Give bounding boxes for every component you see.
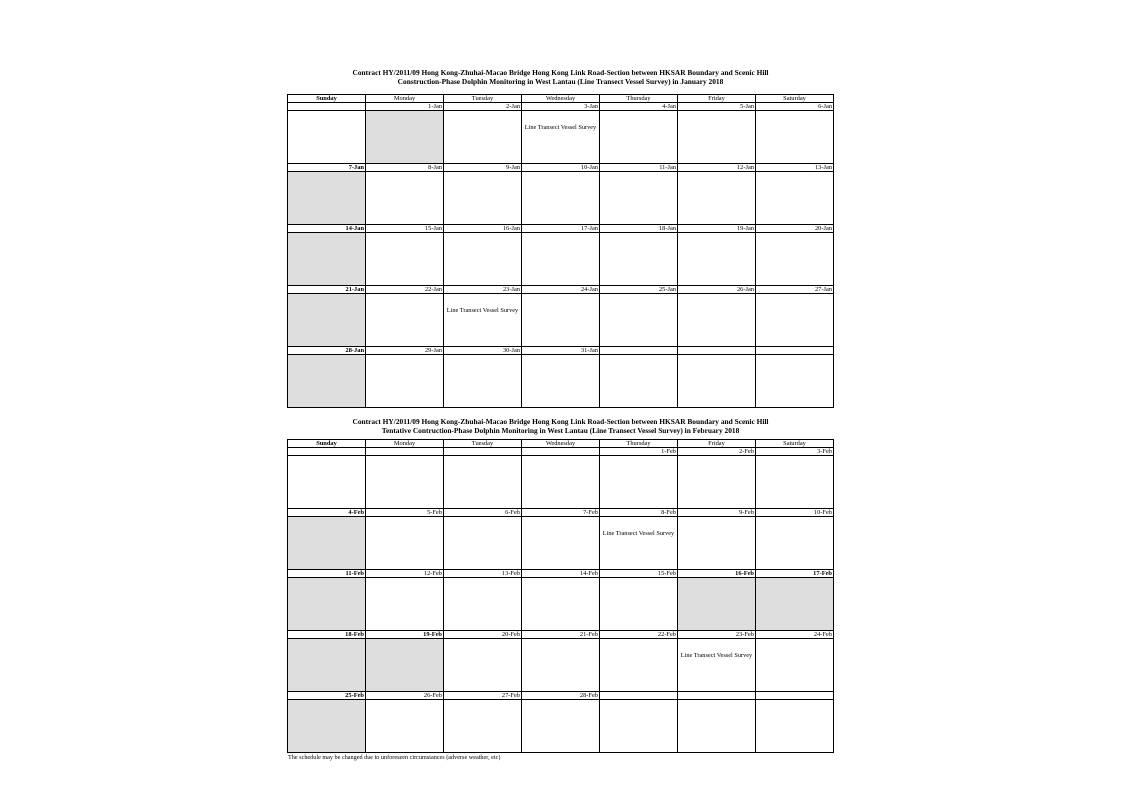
day-cell	[444, 517, 522, 570]
day-cell	[444, 639, 522, 692]
date-cell	[756, 347, 834, 355]
weekday-saturday: Saturday	[756, 440, 834, 448]
date-cell	[678, 692, 756, 700]
date-cell: 8-Feb	[600, 509, 678, 517]
date-cell	[600, 692, 678, 700]
event-row	[288, 578, 834, 631]
day-cell	[366, 700, 444, 753]
date-row	[288, 509, 834, 517]
event-row	[288, 111, 834, 164]
day-cell	[288, 111, 366, 164]
date-cell: 13-Feb	[444, 570, 522, 578]
day-cell	[522, 578, 600, 631]
day-cell	[756, 456, 834, 509]
event-row	[288, 355, 834, 408]
date-cell: 25-Jan	[600, 286, 678, 294]
date-row	[288, 225, 834, 233]
day-cell	[444, 578, 522, 631]
weekday-wednesday: Wednesday	[522, 95, 600, 103]
date-row	[288, 286, 834, 294]
date-cell: 4-Feb	[288, 509, 366, 517]
date-cell: 19-Jan	[678, 225, 756, 233]
day-cell	[366, 578, 444, 631]
holiday-cell	[288, 172, 366, 225]
day-cell	[366, 456, 444, 509]
day-cell	[756, 355, 834, 408]
date-row	[288, 631, 834, 639]
day-cell	[600, 294, 678, 347]
weekday-wednesday: Wednesday	[522, 440, 600, 448]
date-cell: 17-Feb	[756, 570, 834, 578]
date-cell: 21-Feb	[522, 631, 600, 639]
date-cell: 14-Feb	[522, 570, 600, 578]
day-cell	[366, 294, 444, 347]
weekday-friday: Friday	[678, 440, 756, 448]
date-cell: 24-Feb	[756, 631, 834, 639]
date-cell: 10-Feb	[756, 509, 834, 517]
date-cell: 7-Jan	[288, 164, 366, 172]
date-cell	[288, 448, 366, 456]
date-cell: 6-Jan	[756, 103, 834, 111]
date-cell: 27-Jan	[756, 286, 834, 294]
date-cell: 2-Jan	[444, 103, 522, 111]
date-cell	[288, 103, 366, 111]
day-cell	[444, 456, 522, 509]
date-cell: 30-Jan	[444, 347, 522, 355]
day-cell	[678, 172, 756, 225]
date-cell: 15-Jan	[366, 225, 444, 233]
day-cell	[444, 233, 522, 286]
date-cell: 19-Feb	[366, 631, 444, 639]
date-cell: 29-Jan	[366, 347, 444, 355]
weekday-header-row	[288, 440, 834, 448]
event-row	[288, 517, 834, 570]
day-cell	[600, 578, 678, 631]
event-row	[288, 294, 834, 347]
date-cell: 26-Jan	[678, 286, 756, 294]
event-row	[288, 172, 834, 225]
day-cell	[522, 639, 600, 692]
weekday-saturday: Saturday	[756, 95, 834, 103]
holiday-cell	[288, 355, 366, 408]
date-cell	[522, 448, 600, 456]
day-cell	[600, 517, 678, 570]
event-row	[288, 456, 834, 509]
day-cell	[756, 111, 834, 164]
february-title-line1: Contract HY/2011/09 Hong Kong-Zhuhai-Macao Bridge Hong Kong Link Road-Section between HKSAR Boundary and Scenic Hill	[352, 417, 769, 426]
date-cell: 28-Jan	[288, 347, 366, 355]
date-row	[288, 164, 834, 172]
date-cell	[444, 448, 522, 456]
date-cell: 16-Feb	[678, 570, 756, 578]
date-cell: 5-Feb	[366, 509, 444, 517]
holiday-cell	[678, 578, 756, 631]
date-cell: 22-Feb	[600, 631, 678, 639]
day-cell	[366, 355, 444, 408]
date-cell: 20-Jan	[756, 225, 834, 233]
date-cell	[756, 692, 834, 700]
date-cell: 1-Feb	[600, 448, 678, 456]
day-cell	[366, 172, 444, 225]
date-cell: 23-Feb	[678, 631, 756, 639]
date-cell: 20-Feb	[444, 631, 522, 639]
day-cell	[756, 700, 834, 753]
day-cell	[522, 233, 600, 286]
day-cell	[522, 355, 600, 408]
day-cell	[522, 111, 600, 164]
holiday-cell	[288, 700, 366, 753]
day-cell	[678, 700, 756, 753]
event-row	[288, 639, 834, 692]
survey-event: Line Transect Vessel Survey	[524, 124, 597, 131]
day-cell	[288, 456, 366, 509]
date-cell: 31-Jan	[522, 347, 600, 355]
date-cell: 11-Jan	[600, 164, 678, 172]
day-cell	[444, 294, 522, 347]
date-cell: 10-Jan	[522, 164, 600, 172]
date-cell: 7-Feb	[522, 509, 600, 517]
february-calendar	[287, 439, 834, 753]
day-cell	[444, 355, 522, 408]
event-row	[288, 700, 834, 753]
date-cell: 4-Jan	[600, 103, 678, 111]
date-cell: 27-Feb	[444, 692, 522, 700]
survey-event: Line Transect Vessel Survey	[446, 307, 519, 314]
day-cell	[756, 294, 834, 347]
february-title	[287, 417, 834, 435]
january-title-line2: Construction-Phase Dolphin Monitoring in West Lantau (Line Transect Vessel Survey) in January 2018	[397, 77, 724, 86]
day-cell	[444, 700, 522, 753]
date-cell: 6-Feb	[444, 509, 522, 517]
day-cell	[522, 294, 600, 347]
date-cell: 3-Jan	[522, 103, 600, 111]
date-cell: 3-Feb	[756, 448, 834, 456]
weekday-monday: Monday	[366, 440, 444, 448]
survey-event: Line Transect Vessel Survey	[602, 530, 675, 537]
survey-event: Line Transect Vessel Survey	[680, 652, 753, 659]
day-cell	[522, 172, 600, 225]
day-cell	[600, 172, 678, 225]
day-cell	[600, 111, 678, 164]
date-cell: 12-Jan	[678, 164, 756, 172]
date-cell: 14-Jan	[288, 225, 366, 233]
day-cell	[522, 517, 600, 570]
january-title	[287, 68, 834, 86]
weekday-tuesday: Tuesday	[444, 440, 522, 448]
weekday-sunday: Sunday	[288, 95, 366, 103]
day-cell	[678, 233, 756, 286]
day-cell	[444, 172, 522, 225]
weekday-header-row	[288, 95, 834, 103]
day-cell	[678, 517, 756, 570]
day-cell	[600, 233, 678, 286]
holiday-cell	[366, 639, 444, 692]
day-cell	[600, 355, 678, 408]
date-row	[288, 570, 834, 578]
day-cell	[600, 639, 678, 692]
day-cell	[678, 456, 756, 509]
date-cell: 15-Feb	[600, 570, 678, 578]
day-cell	[756, 639, 834, 692]
date-row	[288, 448, 834, 456]
date-cell: 28-Feb	[522, 692, 600, 700]
january-calendar	[287, 94, 834, 408]
day-cell	[756, 517, 834, 570]
date-row	[288, 692, 834, 700]
date-cell: 18-Jan	[600, 225, 678, 233]
day-cell	[522, 456, 600, 509]
day-cell	[600, 456, 678, 509]
date-cell: 13-Jan	[756, 164, 834, 172]
day-cell	[522, 700, 600, 753]
date-cell: 1-Jan	[366, 103, 444, 111]
day-cell	[366, 233, 444, 286]
weekday-thursday: Thursday	[600, 440, 678, 448]
date-cell: 9-Jan	[444, 164, 522, 172]
holiday-cell	[288, 639, 366, 692]
holiday-cell	[288, 233, 366, 286]
date-cell: 23-Jan	[444, 286, 522, 294]
date-row	[288, 103, 834, 111]
date-cell: 12-Feb	[366, 570, 444, 578]
date-cell: 18-Feb	[288, 631, 366, 639]
date-row	[288, 347, 834, 355]
holiday-cell	[366, 111, 444, 164]
weekday-monday: Monday	[366, 95, 444, 103]
date-cell: 26-Feb	[366, 692, 444, 700]
date-cell: 21-Jan	[288, 286, 366, 294]
day-cell	[366, 517, 444, 570]
date-cell: 24-Jan	[522, 286, 600, 294]
date-cell: 25-Feb	[288, 692, 366, 700]
date-cell: 22-Jan	[366, 286, 444, 294]
date-cell: 8-Jan	[366, 164, 444, 172]
holiday-cell	[288, 578, 366, 631]
day-cell	[678, 294, 756, 347]
day-cell	[756, 233, 834, 286]
january-title-line1: Contract HY/2011/09 Hong Kong-Zhuhai-Macao Bridge Hong Kong Link Road-Section between HKSAR Boundary and Scenic Hill	[352, 68, 769, 77]
date-cell: 11-Feb	[288, 570, 366, 578]
weekday-sunday: Sunday	[288, 440, 366, 448]
date-cell	[366, 448, 444, 456]
day-cell	[678, 111, 756, 164]
holiday-cell	[756, 578, 834, 631]
weekday-thursday: Thursday	[600, 95, 678, 103]
day-cell	[756, 172, 834, 225]
holiday-cell	[288, 517, 366, 570]
day-cell	[678, 355, 756, 408]
date-cell	[600, 347, 678, 355]
schedule-footnote: The schedule may be changed due to unforeseen circumstances (adverse weather, etc)	[288, 754, 501, 761]
holiday-cell	[288, 294, 366, 347]
date-cell: 16-Jan	[444, 225, 522, 233]
february-title-line2: Tentative Contruction-Phase Dolphin Monitoring in West Lantau (Line Transect Vessel Survey) in February 2018	[381, 426, 740, 435]
day-cell	[444, 111, 522, 164]
day-cell	[678, 639, 756, 692]
date-cell: 17-Jan	[522, 225, 600, 233]
weekday-tuesday: Tuesday	[444, 95, 522, 103]
event-row	[288, 233, 834, 286]
date-cell: 9-Feb	[678, 509, 756, 517]
date-cell	[678, 347, 756, 355]
date-cell: 2-Feb	[678, 448, 756, 456]
weekday-friday: Friday	[678, 95, 756, 103]
date-cell: 5-Jan	[678, 103, 756, 111]
day-cell	[600, 700, 678, 753]
